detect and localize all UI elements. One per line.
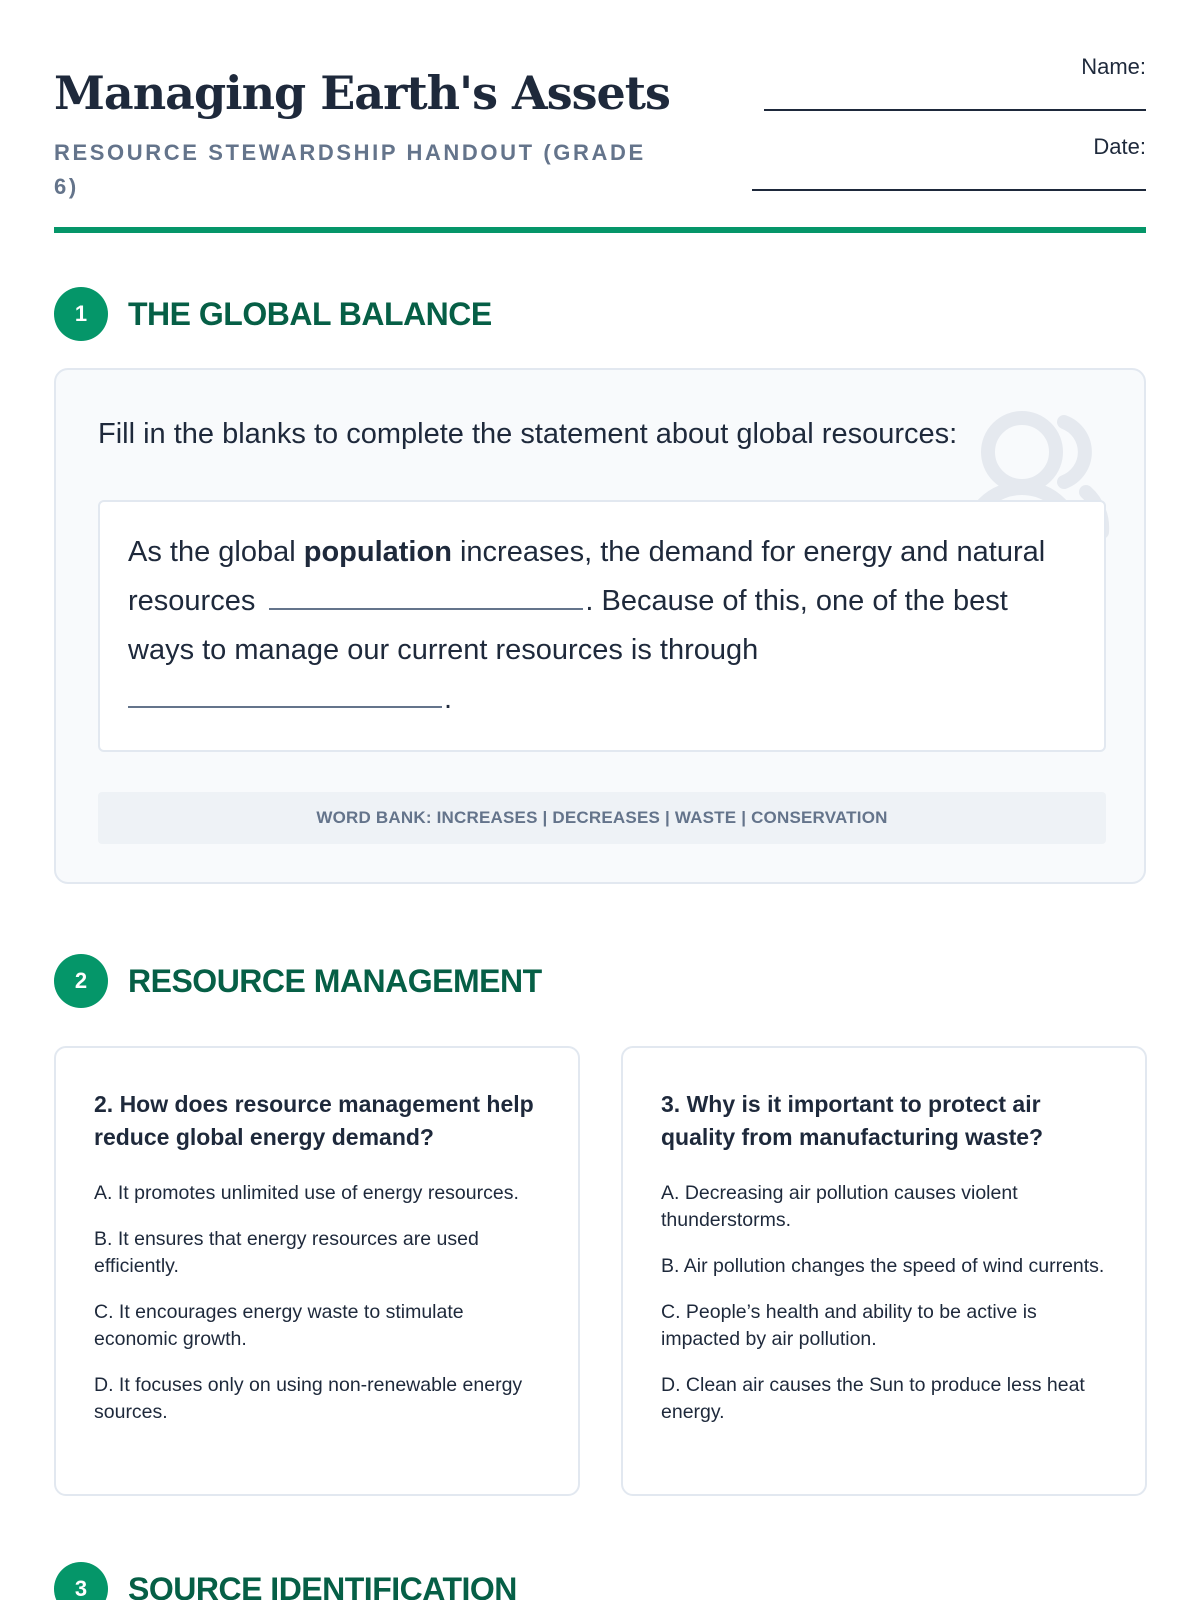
section-1-number: 1 <box>54 287 108 341</box>
question-card-2 <box>54 1046 580 1496</box>
global-balance-panel <box>54 368 1146 884</box>
page-title: Managing Earth's Assets <box>54 66 670 120</box>
section-2-number: 2 <box>54 954 108 1008</box>
statement-text: . Because of this, one of the best ways to manage our current resources is through <box>128 585 1008 666</box>
section-3-heading <box>54 1562 517 1600</box>
answer-blank-2[interactable] <box>128 706 442 708</box>
answer-option-d[interactable]: D. It focuses only on using non-renewable energy sources. <box>94 1374 523 1423</box>
fill-blank-statement <box>98 500 1106 752</box>
fill-blank-instruction: Fill in the blanks to complete the statement about global resources: <box>98 418 958 450</box>
answer-option-b[interactable]: B. Air pollution changes the speed of wind currents. <box>661 1255 1105 1277</box>
answer-option-d[interactable]: D. Clean air causes the Sun to produce less heat energy. <box>661 1374 1085 1423</box>
section-1-heading <box>54 287 492 341</box>
answer-option-b[interactable]: B. It ensures that energy resources are used efficiently. <box>94 1228 479 1277</box>
name-line[interactable] <box>764 109 1146 111</box>
page-subtitle: RESOURCE STEWARDSHIP HANDOUT (GRADE 6) <box>54 140 646 199</box>
name-label: Name: <box>1081 54 1146 79</box>
question-card-3 <box>621 1046 1147 1496</box>
answer-option-a[interactable]: A. Decreasing air pollution causes violent thunderstorms. <box>661 1182 1018 1231</box>
answer-option-a[interactable]: A. It promotes unlimited use of energy resources. <box>94 1182 519 1204</box>
statement-text: increases, the demand for energy and natural resources <box>128 536 1046 617</box>
date-line[interactable] <box>752 189 1146 191</box>
question-text: 2. How does resource management help reduce global energy demand? <box>94 1091 534 1150</box>
section-2-title: RESOURCE MANAGEMENT <box>128 962 542 999</box>
worksheet-header <box>54 54 1146 236</box>
statement-text: As the global <box>128 536 304 568</box>
section-3-number: 3 <box>54 1562 108 1600</box>
section-3-title: SOURCE IDENTIFICATION <box>128 1570 517 1600</box>
answer-option-c[interactable]: C. It encourages energy waste to stimulate economic growth. <box>94 1301 464 1350</box>
header-divider <box>54 227 1146 233</box>
word-bank: WORD BANK: INCREASES | DECREASES | WASTE | CONSERVATION <box>98 792 1106 844</box>
answer-option-c[interactable]: C. People’s health and ability to be active is impacted by air pollution. <box>661 1301 1037 1350</box>
statement-text: . <box>444 683 453 715</box>
question-text: 3. Why is it important to protect air quality from manufacturing waste? <box>661 1091 1044 1150</box>
date-label: Date: <box>1093 134 1146 159</box>
statement-keyword: population <box>303 536 452 568</box>
section-2-heading <box>54 954 542 1008</box>
answer-blank-1[interactable] <box>269 608 583 610</box>
section-1-title: THE GLOBAL BALANCE <box>128 295 492 332</box>
